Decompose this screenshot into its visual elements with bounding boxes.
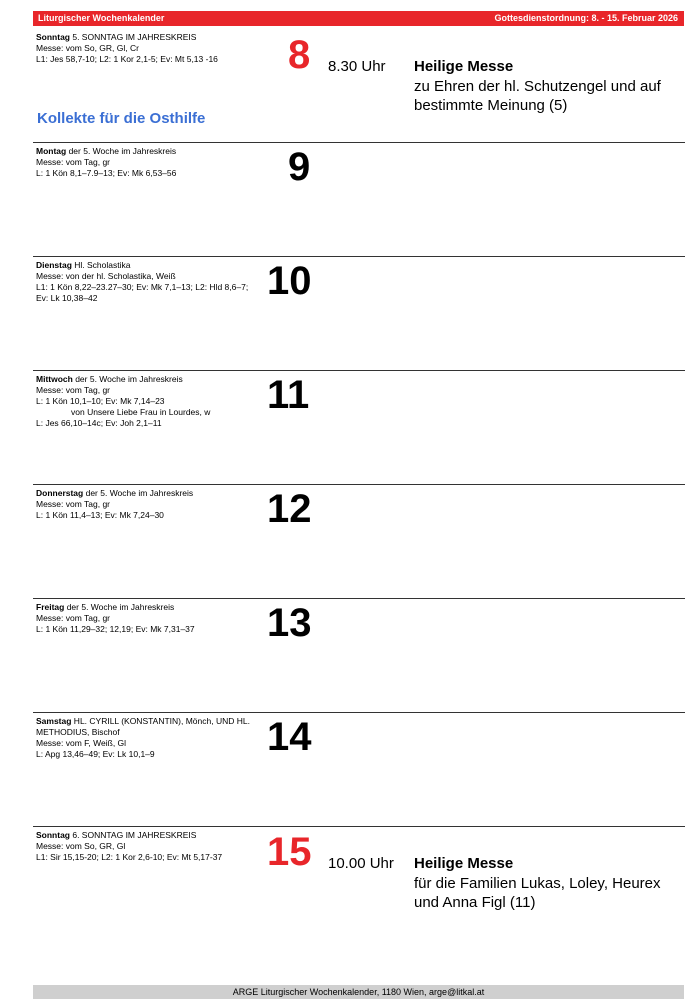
divider [33,256,685,257]
service-intention: zu Ehren der hl. Schutzengel und auf bestimmte Meinung (5) [414,77,661,114]
day-info [36,374,261,429]
day-wednesday-11 [33,370,685,484]
day-number: 14 [267,715,312,759]
day-saturday-14 [33,712,685,826]
day-name: Mittwoch [36,374,73,384]
service-title: Heilige Messe [414,855,514,872]
mass-info: Messe: vom Tag, gr [36,613,111,623]
day-info [36,716,258,760]
day-number: 12 [267,487,312,531]
mass-info: Messe: vom So, GR, Gl, Cr [36,43,139,53]
day-description: 6. SONNTAG IM JAHRESKREIS [70,830,197,840]
mass-info: Messe: vom F, Weiß, Gl [36,738,127,748]
day-info [36,260,261,304]
day-thursday-12 [33,484,685,598]
day-name: Sonntag [36,830,70,840]
day-friday-13 [33,598,685,712]
day-name: Samstag [36,716,72,726]
service-details [414,854,684,913]
readings: L: 1 Kön 8,1–7.9–13; Ev: Mk 6,53–56 [36,168,177,178]
readings: L: 1 Kön 11,29–32; 12,19; Ev: Mk 7,31–37 [36,624,195,634]
day-description: der 5. Woche im Jahreskreis [72,374,183,384]
divider [33,598,685,599]
day-name: Dienstag [36,260,72,270]
readings: L: 1 Kön 11,4–13; Ev: Mk 7,24–30 [36,510,164,520]
divider [33,712,685,713]
day-number: 10 [267,259,312,303]
day-info [36,32,261,65]
divider [33,484,685,485]
mass-info: Messe: von der hl. Scholastika, Weiß [36,271,176,281]
day-name: Montag [36,146,67,156]
day-info [36,602,261,635]
mass-info: Messe: vom Tag, gr [36,499,111,509]
divider [33,826,685,827]
optional-memorial: von Unsere Liebe Frau in Lourdes, w [71,407,211,417]
day-description: der 5. Woche im Jahreskreis [64,602,175,612]
page-header [33,11,684,26]
readings: L: Apg 13,46–49; Ev: Lk 10,1–9 [36,749,155,759]
mass-info: Messe: vom So, GR, Gl [36,841,126,851]
mass-info: Messe: vom Tag, gr [36,385,111,395]
collection-note: Kollekte für die Osthilfe [37,110,206,127]
day-description: der 5. Woche im Jahreskreis [83,488,194,498]
readings-alt: L: Jes 66,10–14c; Ev: Joh 2,1–11 [36,418,162,428]
day-name: Freitag [36,602,65,612]
service-details [414,57,684,116]
day-number: 9 [288,145,311,189]
day-number: 8 [288,33,311,77]
service-time: 8.30 Uhr [328,58,386,75]
day-info [36,830,261,863]
day-sunday-15 [33,826,685,976]
header-date-range: Gottesdienstordnung: 8. - 15. Februar 2026 [494,13,678,23]
divider [33,370,685,371]
day-info [36,146,261,179]
service-title: Heilige Messe [414,58,514,75]
day-number: 15 [267,830,312,874]
day-name: Donnerstag [36,488,84,498]
day-info [36,488,261,521]
day-description: HL. CYRILL (KONSTANTIN), Mönch, UND HL. METHODIUS, Bischof [36,716,250,737]
divider [33,142,685,143]
day-number: 11 [267,373,310,417]
mass-info: Messe: vom Tag, gr [36,157,111,167]
service-time: 10.00 Uhr [328,855,394,872]
header-title: Liturgischer Wochenkalender [38,13,165,23]
page-footer: ARGE Liturgischer Wochenkalender, 1180 Wien, arge@litkal.at [33,985,684,999]
day-monday-9 [33,142,685,256]
day-number: 13 [267,601,312,645]
readings: L: 1 Kön 10,1–10; Ev: Mk 7,14–23 [36,396,165,406]
readings: L1: Sir 15,15-20; L2: 1 Kor 2,6-10; Ev: Mt 5,17-37 [36,852,223,862]
day-tuesday-10 [33,256,685,370]
day-description: Hl. Scholastika [71,260,131,270]
readings: L1: 1 Kön 8,22–23.27–30; Ev: Mk 7,1–13; L2: Hld 8,6–7; Ev: Lk 10,38–42 [36,282,249,303]
day-name: Sonntag [36,32,70,42]
day-description: der 5. Woche im Jahreskreis [66,146,177,156]
day-description: 5. SONNTAG IM JAHRESKREIS [70,32,197,42]
service-intention: für die Familien Lukas, Loley, Heurex und Anna Figl (11) [414,874,661,911]
readings: L1: Jes 58,7-10; L2: 1 Kor 2,1-5; Ev: Mt 5,13 -16 [36,54,218,64]
day-sunday-8 [33,28,685,142]
